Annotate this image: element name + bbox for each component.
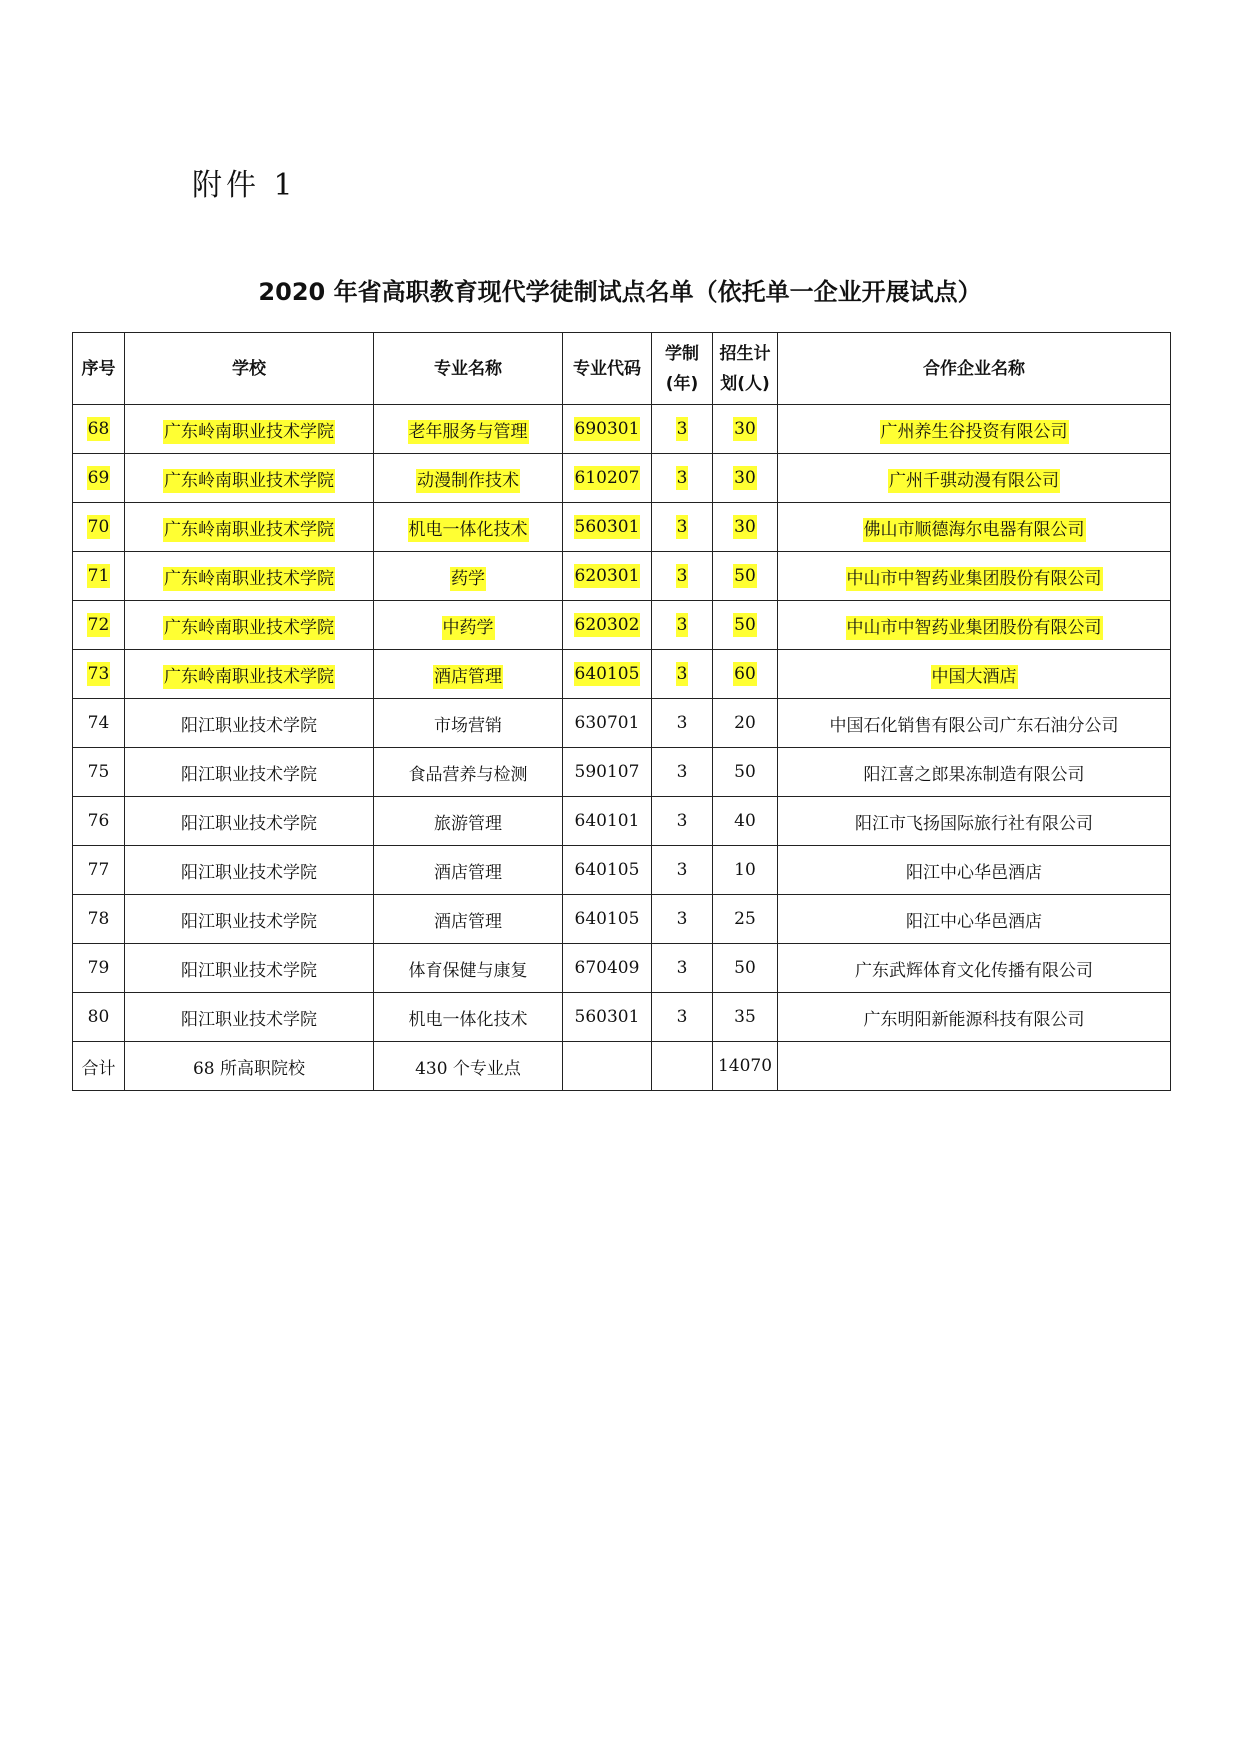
cell-seq-text: 72: [87, 615, 110, 635]
cell-years-text: 3: [676, 909, 688, 929]
cell-school: [125, 650, 374, 699]
cell-seq-text: 73: [87, 664, 110, 684]
cell-school: [125, 993, 374, 1042]
cell-company-text: 阳江市飞扬国际旅行社有限公司: [855, 813, 1093, 834]
table-row: [73, 895, 1171, 944]
cell-code-text: 640101: [574, 811, 640, 831]
cell-plan: [713, 748, 778, 797]
cell-seq: [73, 601, 125, 650]
cell-company: [778, 895, 1171, 944]
cell-major: [374, 797, 563, 846]
cell-school-text: 阳江职业技术学院: [181, 764, 317, 785]
cell-plan-text: 50: [734, 958, 756, 978]
cell-school-text: 阳江职业技术学院: [181, 715, 317, 736]
cell-plan: [713, 895, 778, 944]
cell-seq: [73, 650, 125, 699]
cell-years-text: 3: [676, 860, 688, 880]
cell-plan: [713, 552, 778, 601]
cell-school-text: 广东岭南职业技术学院: [164, 519, 334, 540]
cell-company: [778, 552, 1171, 601]
cell-company: [778, 699, 1171, 748]
header-plan-line1: 招生计: [719, 343, 771, 364]
table-row: [73, 944, 1171, 993]
cell-plan-text: 25: [734, 909, 756, 929]
cell-company: [778, 944, 1171, 993]
cell-school: [125, 944, 374, 993]
cell-school: [125, 699, 374, 748]
cell-school-text: 阳江职业技术学院: [181, 911, 317, 932]
cell-school: [125, 454, 374, 503]
cell-major-text: 中药学: [442, 617, 494, 638]
cell-years: [652, 601, 713, 650]
cell-plan-text: 50: [734, 566, 756, 586]
total-code: [563, 1042, 652, 1091]
cell-company: [778, 650, 1171, 699]
cell-major: [374, 895, 563, 944]
cell-company: [778, 405, 1171, 454]
cell-major-text: 酒店管理: [434, 666, 502, 687]
header-plan-line2: 划(人): [720, 373, 770, 394]
cell-seq: [73, 699, 125, 748]
cell-major-text: 体育保健与康复: [408, 960, 528, 981]
pilot-list-table: [72, 332, 1171, 1091]
cell-school-text: 广东岭南职业技术学院: [164, 421, 334, 442]
cell-seq-text: 80: [87, 1007, 110, 1027]
header-years-line1: 学制: [665, 343, 699, 364]
table-row: [73, 503, 1171, 552]
cell-company-text: 中国大酒店: [931, 666, 1017, 687]
cell-school-text: 广东岭南职业技术学院: [164, 666, 334, 687]
cell-major-text: 酒店管理: [434, 911, 502, 932]
cell-code: [563, 650, 652, 699]
cell-seq: [73, 846, 125, 895]
cell-code: [563, 797, 652, 846]
cell-years: [652, 944, 713, 993]
cell-code-text: 630701: [574, 713, 640, 733]
cell-plan-text: 10: [734, 860, 756, 880]
cell-code: [563, 552, 652, 601]
cell-years: [652, 993, 713, 1042]
cell-code: [563, 405, 652, 454]
cell-school-text: 广东岭南职业技术学院: [164, 617, 334, 638]
table-row: [73, 699, 1171, 748]
header-years: [652, 333, 713, 405]
cell-school-text: 阳江职业技术学院: [181, 813, 317, 834]
cell-company-text: 中山市中智药业集团股份有限公司: [846, 617, 1102, 638]
cell-plan: [713, 846, 778, 895]
cell-company: [778, 503, 1171, 552]
cell-major-text: 机电一体化技术: [408, 519, 528, 540]
cell-code: [563, 944, 652, 993]
cell-code: [563, 895, 652, 944]
cell-seq: [73, 748, 125, 797]
cell-code-text: 620301: [574, 566, 640, 586]
cell-seq: [73, 552, 125, 601]
cell-major-text: 食品营养与检测: [408, 764, 528, 785]
cell-company: [778, 846, 1171, 895]
table-row: [73, 993, 1171, 1042]
cell-school: [125, 895, 374, 944]
cell-school-text: 广东岭南职业技术学院: [164, 470, 334, 491]
cell-seq-text: 71: [87, 566, 110, 586]
cell-school: [125, 748, 374, 797]
cell-seq-text: 78: [87, 909, 110, 929]
total-major: 430 个专业点: [374, 1042, 563, 1091]
cell-major-text: 市场营销: [434, 715, 502, 736]
cell-plan-text: 35: [734, 1007, 756, 1027]
cell-seq: [73, 993, 125, 1042]
cell-years-text: 3: [676, 566, 688, 586]
cell-years-text: 3: [676, 958, 688, 978]
cell-major: [374, 601, 563, 650]
header-plan: [713, 333, 778, 405]
cell-seq-text: 70: [87, 517, 110, 537]
cell-company-text: 广州养生谷投资有限公司: [880, 421, 1068, 442]
cell-major: [374, 454, 563, 503]
cell-seq-text: 69: [87, 468, 110, 488]
cell-plan: [713, 601, 778, 650]
cell-major-text: 老年服务与管理: [408, 421, 528, 442]
cell-plan-text: 50: [734, 762, 756, 782]
cell-plan: [713, 650, 778, 699]
cell-major: [374, 650, 563, 699]
cell-plan-text: 60: [734, 664, 756, 684]
total-row: [73, 1042, 1171, 1091]
table-row: [73, 650, 1171, 699]
table-row: [73, 601, 1171, 650]
cell-years-text: 3: [676, 713, 688, 733]
cell-plan-text: 50: [734, 615, 756, 635]
cell-school-text: 广东岭南职业技术学院: [164, 568, 334, 589]
cell-plan: [713, 454, 778, 503]
cell-plan: [713, 944, 778, 993]
table-row: [73, 846, 1171, 895]
cell-years-text: 3: [676, 811, 688, 831]
header-major: 专业名称: [374, 333, 563, 405]
total-company: [778, 1042, 1171, 1091]
cell-major: [374, 552, 563, 601]
cell-plan: [713, 699, 778, 748]
cell-years: [652, 895, 713, 944]
cell-code-text: 610207: [574, 468, 640, 488]
cell-major: [374, 993, 563, 1042]
cell-school-text: 阳江职业技术学院: [181, 960, 317, 981]
total-years: [652, 1042, 713, 1091]
cell-major: [374, 846, 563, 895]
cell-plan: [713, 405, 778, 454]
cell-major-text: 动漫制作技术: [417, 470, 519, 491]
header-school: 学校: [125, 333, 374, 405]
cell-years-text: 3: [676, 615, 688, 635]
cell-code-text: 640105: [574, 909, 640, 929]
total-seq: 合计: [73, 1042, 125, 1091]
cell-major: [374, 944, 563, 993]
cell-code-text: 640105: [574, 860, 640, 880]
cell-code-text: 560301: [574, 1007, 640, 1027]
cell-seq: [73, 503, 125, 552]
header-years-line2: (年): [665, 373, 699, 394]
cell-plan-text: 30: [734, 517, 756, 537]
cell-years: [652, 699, 713, 748]
cell-code: [563, 993, 652, 1042]
cell-plan-text: 40: [734, 811, 756, 831]
cell-years: [652, 503, 713, 552]
cell-major-text: 酒店管理: [434, 862, 502, 883]
table-row: [73, 748, 1171, 797]
cell-years-text: 3: [676, 762, 688, 782]
cell-company-text: 阳江中心华邑酒店: [906, 911, 1042, 932]
cell-school: [125, 503, 374, 552]
cell-plan: [713, 797, 778, 846]
total-school: 68 所高职院校: [125, 1042, 374, 1091]
cell-years: [652, 552, 713, 601]
cell-plan-text: 30: [734, 419, 756, 439]
cell-code-text: 690301: [574, 419, 640, 439]
cell-seq: [73, 895, 125, 944]
cell-years-text: 3: [676, 517, 688, 537]
cell-code-text: 590107: [574, 762, 640, 782]
attachment-label: 附件 1: [192, 168, 297, 203]
cell-code: [563, 748, 652, 797]
table-row: [73, 454, 1171, 503]
cell-company-text: 中国石化销售有限公司广东石油分公司: [829, 715, 1119, 736]
cell-school: [125, 846, 374, 895]
cell-seq: [73, 944, 125, 993]
cell-years: [652, 650, 713, 699]
cell-seq: [73, 797, 125, 846]
cell-major-text: 旅游管理: [434, 813, 502, 834]
cell-seq: [73, 454, 125, 503]
cell-code-text: 620302: [574, 615, 640, 635]
table-body: [73, 405, 1171, 1042]
cell-major: [374, 405, 563, 454]
cell-years: [652, 846, 713, 895]
table-row: [73, 797, 1171, 846]
cell-code: [563, 601, 652, 650]
cell-company: [778, 993, 1171, 1042]
cell-plan: [713, 993, 778, 1042]
cell-company: [778, 601, 1171, 650]
cell-company: [778, 454, 1171, 503]
cell-plan-text: 20: [734, 713, 756, 733]
cell-company-text: 阳江中心华邑酒店: [906, 862, 1042, 883]
cell-seq-text: 79: [87, 958, 110, 978]
cell-seq-text: 76: [87, 811, 110, 831]
cell-code: [563, 454, 652, 503]
cell-code-text: 640105: [574, 664, 640, 684]
cell-school: [125, 797, 374, 846]
header-company: 合作企业名称: [778, 333, 1171, 405]
cell-school: [125, 405, 374, 454]
cell-major: [374, 699, 563, 748]
cell-plan-text: 30: [734, 468, 756, 488]
cell-code-text: 670409: [574, 958, 640, 978]
cell-company-text: 阳江喜之郎果冻制造有限公司: [863, 764, 1085, 785]
cell-years: [652, 454, 713, 503]
cell-seq-text: 77: [87, 860, 110, 880]
cell-seq-text: 75: [87, 762, 110, 782]
cell-school-text: 阳江职业技术学院: [181, 1009, 317, 1030]
cell-code: [563, 846, 652, 895]
cell-company-text: 广州千骐动漫有限公司: [889, 470, 1059, 491]
cell-plan: [713, 503, 778, 552]
document-title: 2020 年省高职教育现代学徒制试点名单（依托单一企业开展试点）: [258, 278, 982, 306]
cell-company-text: 中山市中智药业集团股份有限公司: [846, 568, 1102, 589]
cell-years-text: 3: [676, 1007, 688, 1027]
cell-seq: [73, 405, 125, 454]
cell-major: [374, 503, 563, 552]
cell-school-text: 阳江职业技术学院: [181, 862, 317, 883]
header-seq: 序号: [73, 333, 125, 405]
cell-school: [125, 601, 374, 650]
table-header-row: [73, 333, 1171, 405]
cell-company-text: 佛山市顺德海尔电器有限公司: [863, 519, 1085, 540]
cell-years-text: 3: [676, 468, 688, 488]
header-code: 专业代码: [563, 333, 652, 405]
cell-major-text: 机电一体化技术: [408, 1009, 528, 1030]
cell-years: [652, 797, 713, 846]
cell-company: [778, 748, 1171, 797]
cell-seq-text: 68: [87, 419, 110, 439]
cell-code: [563, 699, 652, 748]
cell-major-text: 药学: [451, 568, 485, 589]
cell-company-text: 广东明阳新能源科技有限公司: [863, 1009, 1085, 1030]
cell-years-text: 3: [676, 664, 688, 684]
cell-company: [778, 797, 1171, 846]
cell-company-text: 广东武辉体育文化传播有限公司: [855, 960, 1093, 981]
table-row: [73, 552, 1171, 601]
table-row: [73, 405, 1171, 454]
cell-years: [652, 748, 713, 797]
cell-major: [374, 748, 563, 797]
cell-code: [563, 503, 652, 552]
total-plan: 14070: [713, 1042, 778, 1091]
cell-code-text: 560301: [574, 517, 640, 537]
cell-years: [652, 405, 713, 454]
cell-seq-text: 74: [87, 713, 110, 733]
cell-school: [125, 552, 374, 601]
cell-years-text: 3: [676, 419, 688, 439]
